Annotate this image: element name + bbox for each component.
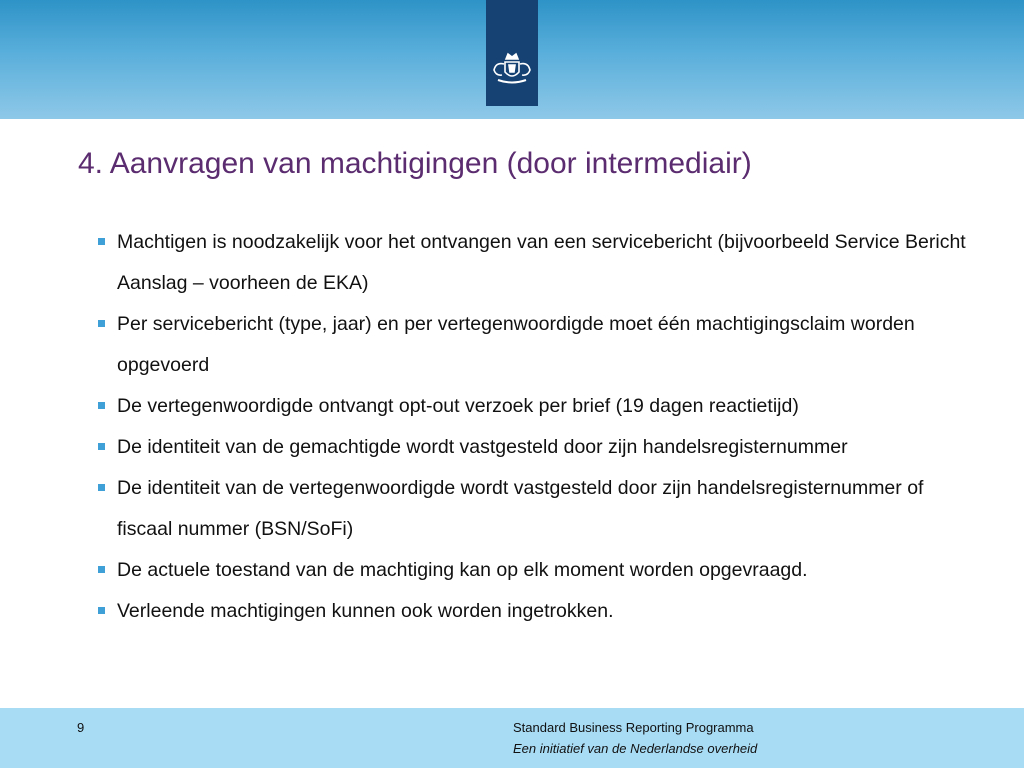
bullet-square-icon bbox=[98, 402, 105, 409]
page-number: 9 bbox=[77, 720, 85, 735]
bullet-text: De vertegenwoordigde ontvangt opt-out verzoek per brief (19 dagen reactietijd) bbox=[117, 395, 799, 417]
bullet-list bbox=[97, 222, 977, 632]
footer-organization: Standard Business Reporting Programma bbox=[513, 720, 754, 735]
bullet-text: Machtigen is noodzakelijk voor het ontvangen van een servicebericht (bijvoorbeeld Service Bericht Aanslag – voorheen de EKA) bbox=[117, 231, 966, 294]
bullet-item bbox=[97, 468, 977, 550]
bullet-square-icon bbox=[98, 320, 105, 327]
slide-title: 4. Aanvragen van machtigingen (door intermediair) bbox=[78, 147, 752, 180]
bullet-square-icon bbox=[98, 443, 105, 450]
government-logo bbox=[486, 0, 538, 106]
bullet-text: De identiteit van de gemachtigde wordt vastgesteld door zijn handelsregisternummer bbox=[117, 436, 848, 458]
bullet-item bbox=[97, 386, 977, 427]
bullet-item bbox=[97, 427, 977, 468]
bullet-square-icon bbox=[98, 484, 105, 491]
bullet-item bbox=[97, 304, 977, 386]
rijksoverheid-coat-of-arms-icon bbox=[488, 50, 536, 90]
bullet-item bbox=[97, 222, 977, 304]
bullet-text: Per servicebericht (type, jaar) en per vertegenwoordigde moet één machtigingsclaim worden opgevoerd bbox=[117, 313, 915, 376]
bullet-item bbox=[97, 591, 977, 632]
bullet-text: De actuele toestand van de machtiging kan op elk moment worden opgevraagd. bbox=[117, 559, 808, 581]
bullet-square-icon bbox=[98, 607, 105, 614]
bullet-text: Verleende machtigingen kunnen ook worden ingetrokken. bbox=[117, 600, 614, 622]
bullet-square-icon bbox=[98, 238, 105, 245]
footer-tagline: Een initiatief van de Nederlandse overheid bbox=[513, 741, 758, 756]
bullet-item bbox=[97, 550, 977, 591]
footer-bar bbox=[0, 708, 1024, 768]
bullet-square-icon bbox=[98, 566, 105, 573]
bullet-text: De identiteit van de vertegenwoordigde wordt vastgesteld door zijn handelsregisternummer of fiscaal nummer (BSN/SoFi) bbox=[117, 477, 924, 540]
